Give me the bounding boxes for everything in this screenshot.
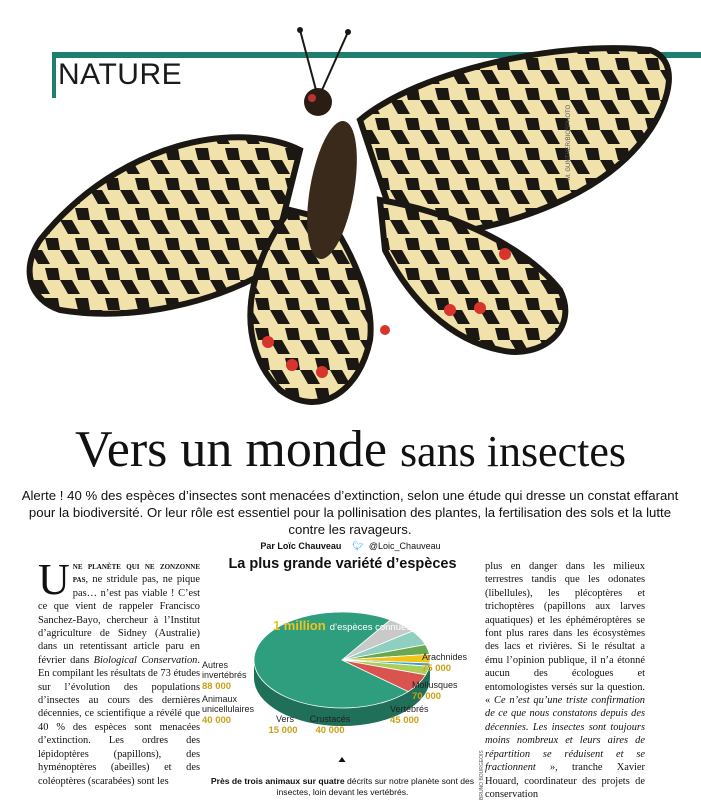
chart-title: La plus grande variété d’espèces <box>228 556 457 572</box>
pie-label-vers <box>268 714 297 736</box>
col1-text-1: , ne stridule pas, ne pique pas… n’est pas viable ! C’est ce que vient de rappeler Francisco Sanchez-Bayo, chercheur à l’Institut d’agriculture de Sidney (Australie) dans un retentissant article paru en février dans <box>38 574 200 666</box>
byline <box>0 541 701 552</box>
pie-label-text: Arachnides <box>422 652 468 662</box>
photo-credit: M. GUNTHER/BIOSPHOTO <box>566 104 572 180</box>
dropcap: U <box>38 555 70 604</box>
headline-small: sans insectes <box>399 427 626 476</box>
twitter-icon[interactable]: 🐦︎ <box>351 541 364 551</box>
pie-value-vers: 15 000 <box>268 725 298 736</box>
chart-note <box>205 776 480 798</box>
pie-value-animaux-unicellulaires: 40 000 <box>202 715 232 726</box>
pie-label-animaux-unicellulaires <box>202 694 255 726</box>
chart-note-text: décrits sur notre planète sont des insectes, loin devant les vertébrés. <box>276 776 475 797</box>
lede: Alerte ! 40 % des espèces d’insectes sont menacées d’extinction, selon une étude qui dresse un constat effarant pour la biodiversité. Or leur rôle est essentiel pour la pollinisation des plantes, la fertilisation des sols et la lutte contre les ravageurs. <box>21 488 679 537</box>
chart-note-bold: Près de trois animaux sur quatre <box>210 776 345 786</box>
pie-label-text: Crustacés <box>309 714 351 724</box>
pie-label-text: Vers <box>275 714 295 724</box>
pie-label-text: Mollusques <box>412 680 458 690</box>
chart-credit: BRUNO BOURGEOIS <box>479 750 485 800</box>
pie-chart <box>200 572 485 762</box>
pie-label-autres-invert-br-s <box>202 660 247 692</box>
article-column-1 <box>38 555 200 788</box>
lead-in: ne planète qui ne zonzonne pas <box>72 561 200 586</box>
journal-name: Biological Conservation <box>93 654 198 666</box>
pie-label-text: Animaux <box>202 694 238 704</box>
headline <box>0 421 701 478</box>
pie-center-label: Insectes <box>315 600 369 615</box>
pie-value-arachnides: 75 000 <box>422 663 452 674</box>
chart-marker-icon <box>337 757 347 762</box>
headline-main: Vers un monde <box>74 421 387 478</box>
pie-value-autres-invert-br-s: 88 000 <box>202 681 232 692</box>
pie-value-vert-br-s: 45 000 <box>390 715 420 726</box>
pie-label-mollusques <box>412 680 458 702</box>
col1-text-2: . En compilant les résultats de 73 études sur l’évolution des populations d’insectes au cours des dernières décennies, ce scientifique a révélé que 40 % des espèces sont menacées d’extinction. Les ordres des lépidoptères (papillons), des hyménoptères (abeilles) et des coléoptères (scarabées) sont les <box>38 654 200 787</box>
col3-text-1: plus en danger dans les milieux terrestres tandis que les odonates (libellules), les plécoptères et trichoptères (papillons aux larves aquatiques) et les éphéméroptères se font plus rares dans les écosystèmes des lacs et rivières. Si le résultat a ému l’opinion publique, il n’a étonné aucun des écologues et entomologistes versés sur la question. « <box>485 561 645 707</box>
pie-label-text: unicellulaires <box>202 704 255 714</box>
pie-value-crustac-s: 40 000 <box>315 725 345 736</box>
col3-text-2: », tranche Xavier Houard, coordinateur des projets de conservation <box>485 762 645 800</box>
quote: Ce n’est qu’une triste confirmation de ce que nous constatons depuis des décennies. Les insectes sont toujours moins nombreux et leurs aires de répartition se réduisent et se fractionnent <box>485 695 645 774</box>
byline-twitter[interactable]: @Loic_Chauveau <box>368 541 441 551</box>
pie-label-text: Autres <box>202 660 229 670</box>
pie-label-text: invertébrés <box>202 670 247 680</box>
pie-center-unit: d’espèces connues <box>329 622 412 633</box>
byline-author: Par Loïc Chauveau <box>260 541 342 551</box>
pie-label-vert-br-s <box>390 704 429 726</box>
section-label: NATURE <box>58 58 183 91</box>
pie-label-arachnides <box>422 652 468 674</box>
pie-label-text: Vertébrés <box>390 704 429 714</box>
pie-value-mollusques: 70 000 <box>412 691 442 702</box>
article-column-3 <box>485 560 645 801</box>
pie-center-value: 1 million d’espèces connues <box>272 618 412 633</box>
section-marker <box>52 58 56 98</box>
